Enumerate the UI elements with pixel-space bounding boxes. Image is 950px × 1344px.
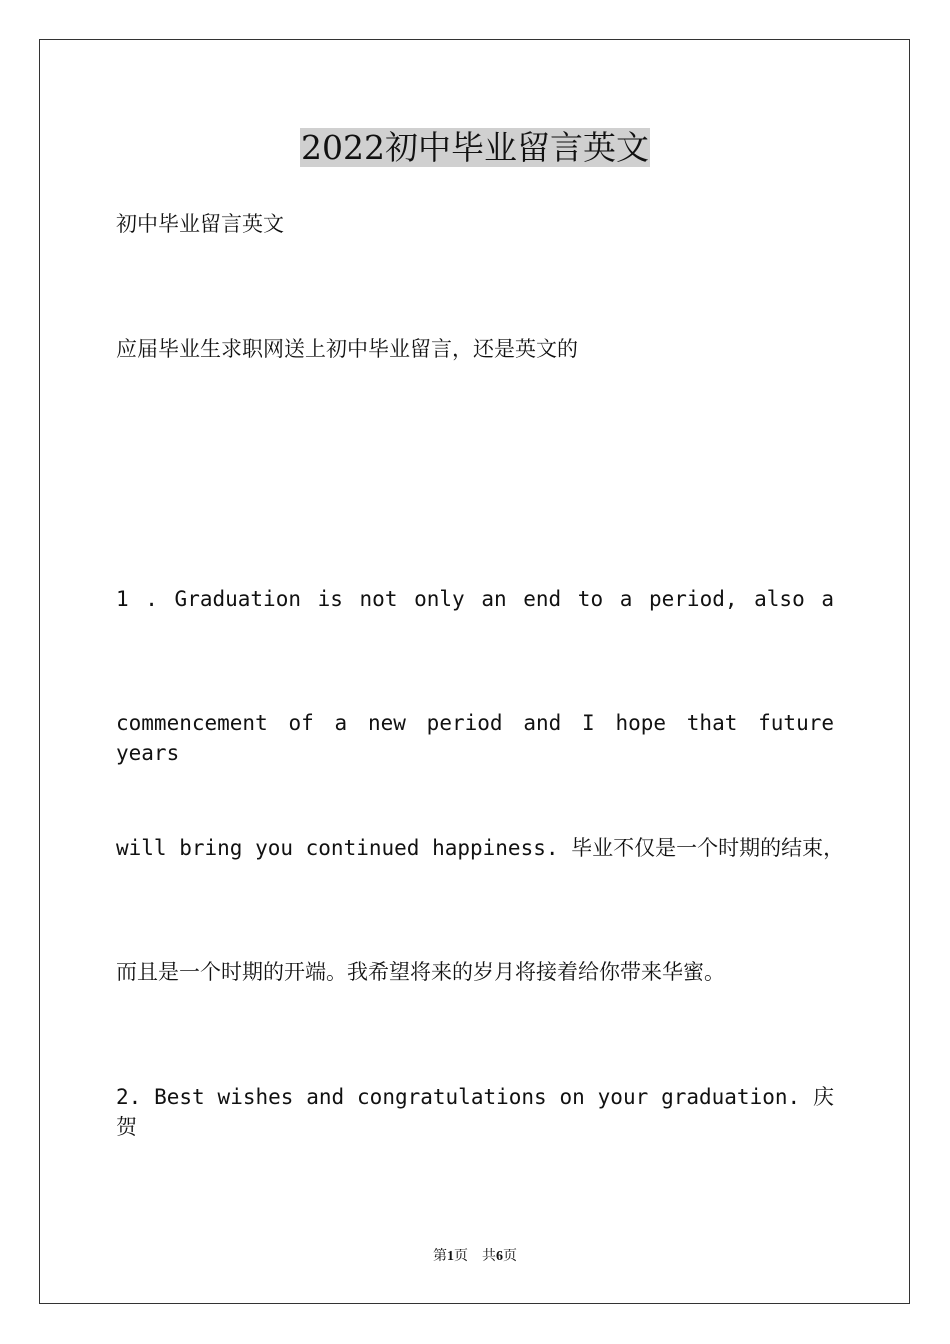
footer-page-suffix: 页 bbox=[454, 1249, 468, 1264]
footer-page-total: 6 bbox=[496, 1249, 503, 1264]
body-line-1: 1 . Graduation is not only an end to a period, also a bbox=[116, 587, 834, 611]
footer-total-prefix: 共 bbox=[482, 1249, 496, 1264]
body-line-3: will bring you continued happiness. 毕业不仅是一个时期的结束， bbox=[116, 836, 845, 860]
page-footer bbox=[0, 1247, 950, 1267]
footer-total-suffix: 页 bbox=[503, 1249, 517, 1264]
document-title bbox=[0, 128, 950, 168]
body-line-4: 而且是一个时期的开端。我希望将来的岁月将接着给你带来华蜜。 bbox=[116, 960, 725, 984]
body-line-5: 2. Best wishes and congratulations on your graduation. 庆贺 bbox=[116, 1085, 834, 1139]
document-title-text: 2022初中毕业留言英文 bbox=[301, 128, 649, 167]
footer-page-prefix: 第 bbox=[433, 1249, 447, 1264]
footer-page-current: 1 bbox=[447, 1249, 454, 1264]
body-line-2: commencement of a new period and I hope that future years bbox=[116, 711, 834, 765]
document-subtitle: 初中毕业留言英文 bbox=[116, 212, 284, 236]
intro-paragraph: 应届毕业生求职网送上初中毕业留言，还是英文的 bbox=[116, 337, 578, 361]
